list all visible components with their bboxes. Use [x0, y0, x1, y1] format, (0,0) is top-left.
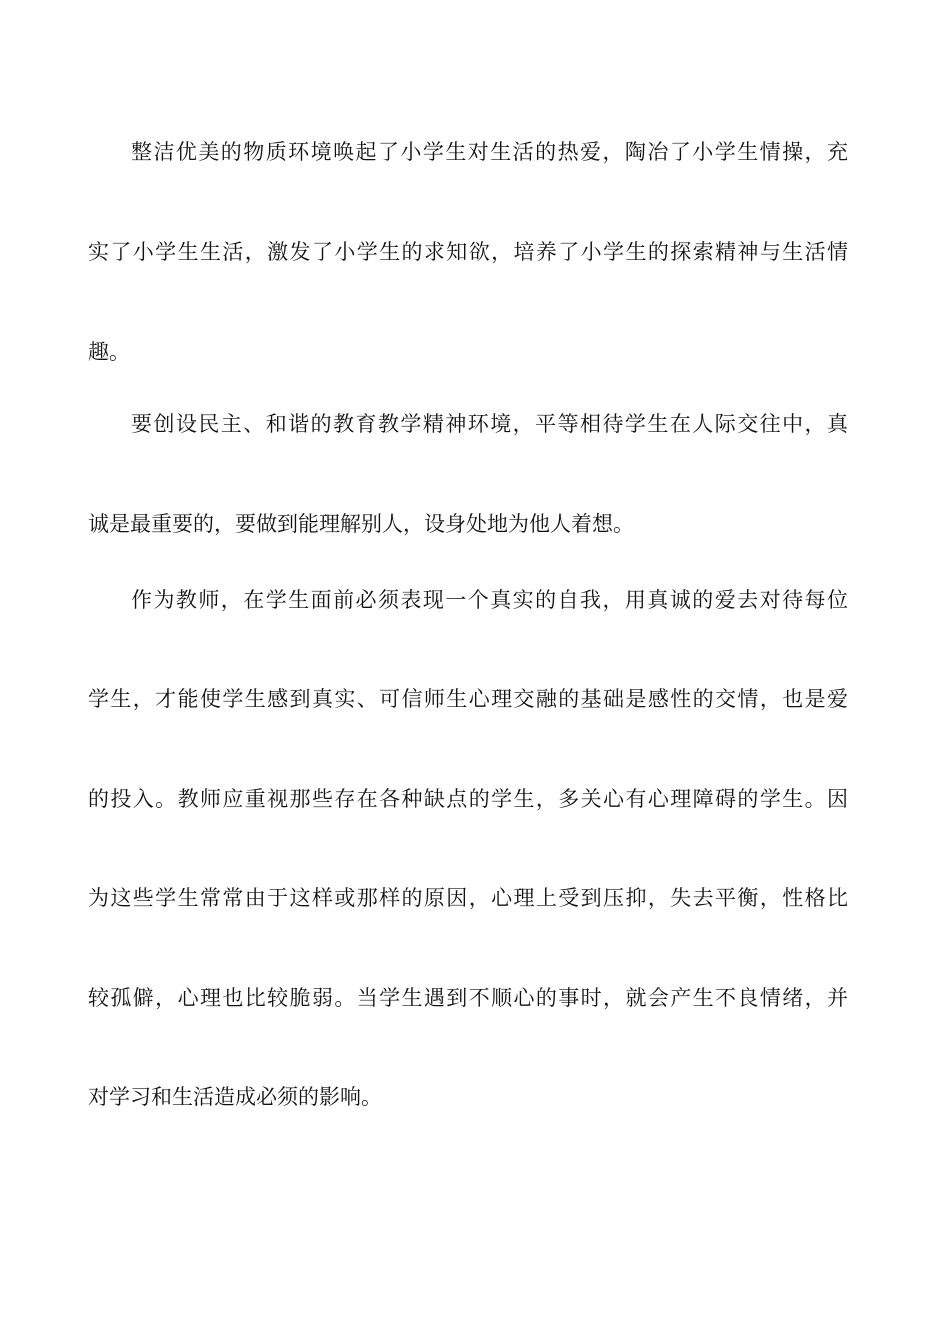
paragraph-3-line-1: 作为教师，在学生面前必须表现一个真实的自我，用真诚的爱去对待每位: [131, 588, 848, 612]
paragraph-1-line-3: 趣。: [88, 340, 130, 364]
paragraph-2-line-1: 要创设民主、和谐的教育教学精神环境，平等相待学生在人际交往中，真: [131, 412, 848, 436]
paragraph-3-line-2: 学生，才能使学生感到真实、可信师生心理交融的基础是感性的交情，也是爱: [88, 687, 848, 711]
paragraph-3-line-4: 为这些学生常常由于这样或那样的原因，心理上受到压抑，失去平衡，性格比: [88, 886, 848, 910]
paragraph-2-line-2: 诚是最重要的，要做到能理解别人，设身处地为他人着想。: [88, 512, 634, 536]
paragraph-3-line-3: 的投入。教师应重视那些存在各种缺点的学生，多关心有心理障碍的学生。因: [88, 787, 848, 811]
paragraph-1-line-1: 整洁优美的物质环境唤起了小学生对生活的热爱，陶冶了小学生情操，充: [131, 140, 848, 164]
paragraph-3-line-5: 较孤僻，心理也比较脆弱。当学生遇到不顺心的事时，就会产生不良情绪，并: [88, 986, 848, 1010]
paragraph-1-line-2: 实了小学生生活，激发了小学生的求知欲，培养了小学生的探索精神与生活情: [88, 240, 848, 264]
paragraph-3-line-6: 对学习和生活造成必须的影响。: [88, 1085, 382, 1109]
